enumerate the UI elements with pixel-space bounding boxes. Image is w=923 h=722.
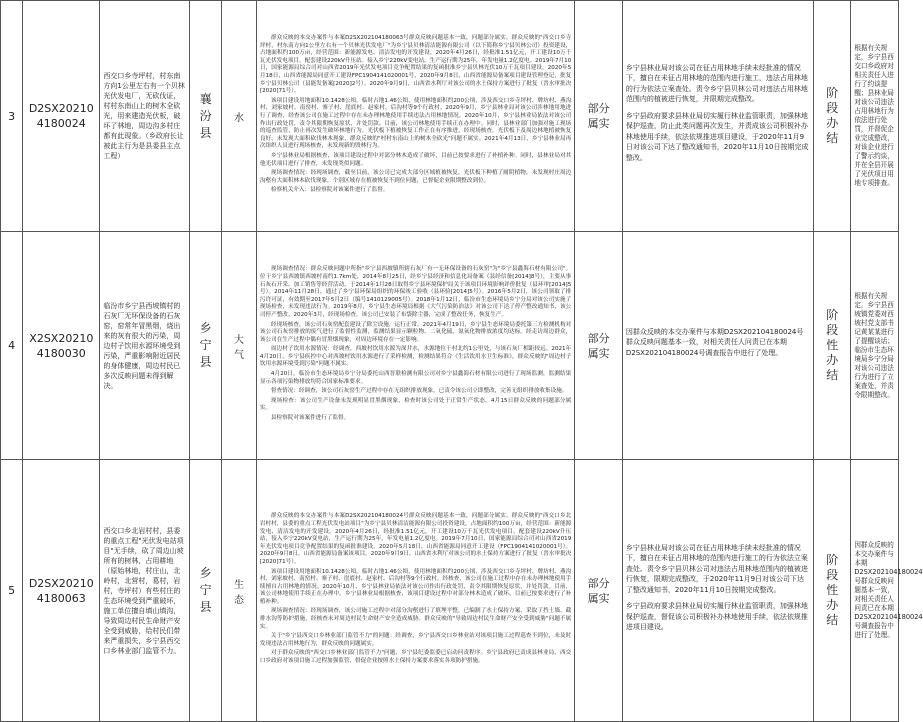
- stage-cell: [814, 232, 851, 460]
- complaint-summary: 西交口乡寺坪村，村东南方向1公里左右有一个贝林光伏发电厂，无砍伐证，村村东南山上的树木全砍光，用来建造光伏板，破坏了林地，周边沟多村庄都有此现象。（乡政府长让被此主行为是县委县主点工程）: [100, 1, 190, 232]
- case-code: D2SX202104180063: [23, 460, 100, 722]
- row-number: 5: [1, 460, 23, 722]
- rectification-measures: [622, 1, 813, 232]
- rectification-paragraph: 乡宁县政府要求县林业局切实履行林业监管职责，加强林地保护巡查，督促该公司积极补办林地使用手续，依法依规推进项目建设。: [625, 602, 808, 631]
- detail-paragraph: 现场调查情况：群众反映问题中所指"乡宁县西坡镇所辖石灰厂有一无环保设备的石灰窑"为"乡宁县鑫海石材有限公司"。位于乡宁县西坡镇西坡村南约1.7km处，2014年8月25日，经乡宁县经济和信息化局备案（县经信备[2014]8号），主要从事石灰石开采、加工销售等经营活动，于2014年1月28日取得乡宁县环境保护局关于该项目环境影响评价批复（县环审[2014]5号）。2014年11月28日，通过了乡宁县环保局组织的环保竣工验收（县环验[2014]5号）。2016年5月2日，该公司领取了排污许可证，有效期至2017年5月2日（编号1410129005号）。2018年1月12日，临汾市生态环境局乡宁分局对该公司实施了现场检查，未发现违法行为。2019年8月，乡宁县生态环境局根据《大气污染防治法》对该公司下达了停产整改通知书，该公司停产整改。2020年3月，经现场检查，该公司已安装了布袋除尘器，完成了整改任务，恢复生产。: [259, 266, 572, 318]
- accountability: 根据有关规定，乡宁县西坡镇党委对西坡村党支部书记黄某某进行了提醒谈话；临汾市生态环境局乡宁分局对该公司违法行为进行了立案查处，并责令限期整改。: [851, 232, 899, 460]
- rectification-measures: [622, 232, 813, 460]
- case-code: X2SX202104180030: [23, 232, 100, 460]
- verification-result: 部分属实: [587, 331, 610, 360]
- stage-cell: [814, 460, 851, 722]
- pollution-type: [222, 232, 257, 460]
- detail-paragraph: 现场调查情况：经现场调查，截至目前，该公司已完成大部分区域植被恢复，光伏板下种植了耐阴植物，未发现村庄周边沟壑有大面积林木砍伐现象，个别区域存在植被恢复不到位问题，已督促企业限期整改到位。: [259, 170, 572, 184]
- detail-paragraph: 检察机关介入：县检察院对该案件进行了监督。: [270, 187, 389, 194]
- rectification-paragraph: 乡宁县林业局对该公司在征占用林地手续未经批准的情况下，擅自在未征占用林地的范围内进行施工，违法占用林地的行为依法立案查处。责令乡宁县贝林公司对违法占用林地范围内的植被进行恢复，并限期完成整改。: [625, 63, 808, 104]
- county-cell: [190, 1, 222, 232]
- pollution-type-text: 生态: [233, 579, 244, 606]
- complaint-summary: 西交口乡北岩村村，县委的重点工程"光伏发电站项目"无手续，砍了周边山坡所有的树林，占用耕地（原始林地，村庄山，北岭村，北营村，葛村，岩村，寺坪村）有些村庄的生态环境受到严重破坏，施工单位擅自填山填沟，导致周边村民生命财产安全受到威胁，给村民们带来严重损失，乡宁县西交口乡林业部门监管不力。: [100, 460, 190, 722]
- county-cell: [190, 460, 222, 722]
- table-row: [1, 460, 899, 722]
- pollution-type: 水: [222, 1, 257, 232]
- verification-result: 部分属实: [587, 102, 610, 130]
- detail-paragraph: 该项目建设用地面积10.1428公顷，临时占地1.46公顷，使用林地面积约200公顷，涉及西交口乡寺坪村、牌坊村、燕沟村、刘家坡村、南窑村、寨子村、崖底村、赵家村、后沟村等9个行政村。经核查，该公司在施工过程中存在未办理林地使用手续擅自占用林地的情况。2020年10月，乡宁县林业局依法对该公司作出行政处罚，责令其限期恢复原状，并处罚款。目前，该公司林地使用手续正在办理中。乡宁县林业局根据核查，该项目建设过程中对部分林木造成了破坏，目前已按要求进行了补植补种。: [259, 568, 572, 605]
- table-row: [1, 232, 899, 460]
- detail-paragraph: 乡宁县林业局根据核查，该项目建设过程中对部分林木造成了破坏，目前已按要求进行了补植补种。同时，县林业局对其他光伏项目进行了排查，未发现类似问题。: [259, 152, 572, 167]
- row-number: 4: [1, 232, 23, 460]
- county-name: 乡宁县: [199, 321, 212, 369]
- detail-paragraph: 关于"乡宁县西交口乡林业部门监管不力"的问题：经调查，乡宁县西交口乡林业站对该项目施工过程巡查不到位，未及时发现违法占用林地行为，群众反映的问题属实。: [259, 633, 572, 647]
- pollution-type-text: 大气: [233, 334, 244, 361]
- rectification-paragraph: 乡宁县林业局对该公司在征占用林地手续未经批准的情况下，擅自在未征占用林地的范围内进行施工的行为依法立案查处。责令乡宁县贝林公司对违法占用林地范围内的植被进行恢复，限期完成整改，于2020年11月9日对该公司下达了整改通知书，2020年11月10日按期完成整改。: [625, 543, 808, 594]
- county-name: 乡宁县: [199, 566, 212, 614]
- detail-paragraph: 4月20日，临汾市生态环境局乡宁分局委托山西晋联检测有限公司对乡宁县鑫海石材有限公司进行了现场监测，监测结果显示各项污染物排放均符合国家标准要求。: [259, 371, 572, 385]
- county-cell: [190, 232, 222, 460]
- complaint-summary: 临汾市乡宁县西坡镇村的石灰厂无环保设备的石灰窑，窑常年冒黑烟，烧出来的灰有很大的污染，周边村子饮用水源环境受到污染，严重影响附近居民的身体健康，周边村民已多次反映问题未得到解决。: [100, 232, 190, 460]
- county-name: 襄汾县: [199, 91, 212, 140]
- completion-stage: 阶段性办结: [826, 553, 839, 627]
- case-code: D2SX202104180024: [23, 1, 100, 232]
- row-number: 3: [1, 1, 23, 232]
- result-cell: [575, 1, 623, 232]
- detail-paragraph: 县检察院对该案件进行了监督。: [270, 415, 350, 422]
- detail-paragraph: 群众反映的本交办案件与本案D2SX202104180024号群众反映问题基本一致，问题部分属实。群众反映的"西交口乡北岩村村，县委的重点工程光伏发电站项目"为乡宁县贝林清洁能源有限公司投资建设，占地面积约100万亩，经营范围：新能源发电、清洁发电的开发建设。2020年4月26日，经批准1.51亿元，开工建设10万千瓦光伏发电项目，配套建设220kV升压站，接入乡宁220kV变电站，生产运行期为25年，年发电量1.2亿度电。2019年7月10日，国家能源局综合司对山西省2019年光伏发电项目竞争配置结果的复函批准建设。2020年5月18日，山西省能源局同意开工建设（FPC1904141020001号）。2020年9月8日，山西省能源局备案该项目。2020年9月9日，山西省水利厅对该公司的水土保持方案进行了批复（晋水审批决[2020]71号）。: [259, 513, 572, 565]
- detail-paragraph: 现场检查：该公司生产设备未发现明显冒黑烟现象，检查时该公司处于正常生产状态。4月15日群众反映的问题部分属实。: [259, 397, 572, 412]
- pollution-type: [222, 460, 257, 722]
- detail-paragraph: 现场调查情况：经现场调查，该公司施工过程中对部分沟壑进行了填埋平整，已编制了水土保持方案，采取了挡土墙、截排水沟等防护措施，经核查未对周边村民生命财产安全造成威胁。群众反映的"导致周边村民生命财产安全受到威胁"问题不属实。: [259, 608, 572, 630]
- stage-cell: [814, 1, 851, 232]
- detail-paragraph: 经现场核查，该公司石灰窑配套建设了除尘设施，运行正常。2021年4月19日，乡宁县生态环境局委托第三方检测机构对该公司石灰窑排放的废气进行了监督性监测，监测结果显示颗粒物、二氧化硫、氮氧化物排放浓度均达标。经走访周边群众，该公司在生产过程中偶有冒黑烟现象，对周边环境存在一定影响。: [259, 321, 572, 343]
- detail-paragraph: 该项目建设用地面积10.1428公顷，临时占地1.46公顷，使用林地面积约200公顷，涉及西交口乡寺坪村、牌坊村、燕沟村、刘家坡村、南窑村、寨子村、崖底村、赵家村、后沟村等9个行政村。2020年9月，乡宁县林业局对该公司涉林地用地进行了调查，经查该公司在施工过程中存在未办理林地使用手续违法占用林地情况。2020年10月，乡宁县林业局依法对该公司作出行政处罚，责令其限期恢复原状，并处罚款。目前，该公司林地使用手续正在办理中。同时，县林业部门加强对施工现场的巡查监管，防止再次发生破坏林地行为。光伏板下植被恢复工作正在有序推进，经现场核查，光伏板下及周边林地植被恢复良好，未发现大面积砍伐林木现象，群众反映的"村村东南山上的树木全砍光"问题不属实。2021年4月13日，乡宁县林业局再次组织人员进行现场核查，未发现新的毁林行为。: [259, 97, 572, 150]
- rectification-paragraph: 乡宁县政府要求县林业局切实履行林业监管职责，加强林地保护巡查，防止此类问题再次发生，并责成该公司积极补办林地使用手续，依法依规推进项目建设，于2020年11月9日对该公司下达了整改通知书，2020年11月10日按期完成整改。: [625, 111, 809, 162]
- verification-result: 部分属实: [587, 576, 610, 605]
- rectification-measures: [622, 460, 813, 722]
- investigation-details: [256, 1, 574, 232]
- result-cell: [575, 232, 623, 460]
- detail-paragraph: 周边村子饮用水源情况：经调查，西坡村饮用水源为深井水，水源地位于村北约1公里处，与该石灰厂相距较远。2021年4月20日，乡宁县疾控中心对西坡村饮用水源进行了采样检测，检测结果符合《生活饮用水卫生标准》，群众反映的"周边村子饮用水源环境受到污染"问题不属实。: [259, 346, 572, 368]
- detail-paragraph: 群众反映的本交办案件与本案D2SX202104180063号群众反映问题基本一致，问题部分属实。群众反映的"西交口乡寺坪村，村东南方向1公里左右有一个贝林光伏发电厂"为乡宁县贝林清洁能源有限公司（以下简称乡宁县贝林公司）投资建设，占地面积约100万亩，经营范围：新能源发电、清洁发电的开发建设。2020年4月26日，经批准1.51亿元，开工建设10万千瓦光伏发电项目，配套建设220kV升压站。接入乡宁220kV变电站，生产运行期为25年，年发电量1.2亿度电。2019年7月10日，国家能源局综合司对山西省2019年光伏发电项目竞争配置结果的复函批准乡宁县贝林光伏10万千瓦项目建设。2020年5月18日，山西省能源局同意开工建设FPC1904141020001号，2020年9月8日，山西省能源局备案项目建设管理登记，批复乡宁县贝林公司（县能发备案[2020]2号）。2020年9月9日，山西省水利厅对该公司的水土保持方案进行了批复（晋水审批决[2020]71号）。: [259, 35, 572, 95]
- completion-stage: 阶段办结: [826, 86, 839, 145]
- investigation-details: [256, 460, 574, 722]
- investigation-details: [256, 232, 574, 460]
- detail-paragraph: 督查情况：经调查，该公司石灰窑生产过程中存在无组织排放现象，已责令该公司立即整改，完善无组织排放收集设施。: [270, 388, 568, 395]
- rectification-paragraph: 因群众反映的本交办案件与本期D2SX202104180024号群众反映问题基本一致，对相关责任人问责已在本期D2SX202104180024号调查报告中进行了处理。: [625, 327, 804, 357]
- completion-stage: 阶段性办结: [826, 308, 839, 382]
- accountability: 根据有关规定，乡宁县西交口乡政府对相关责任人进行了约谈提醒；县林业局对该公司违法占用林地行为依法进行处罚，并督促企业完成整改，对该企业进行了警示约谈，并在全县开展了光伏项目用地专项排查。: [851, 1, 899, 232]
- table-row: [1, 1, 899, 232]
- result-cell: [575, 460, 623, 722]
- detail-paragraph: 对于群众反映的"西交口乡林业部门监管不力"问题，乡宁县纪委监委已启动问责程序。乡宁县政府已责成县林业局、西交口乡政府对该项目施工过程加强监管，督促企业按照水土保持方案要求落实各项防护措施。: [259, 650, 572, 665]
- accountability: 因群众反映的本交办案件与本期D2SX202104180024号群众反映问题基本一致，对相关责任人问责已在本期D2SX202104180024号调查报告中进行了处理。: [851, 460, 899, 722]
